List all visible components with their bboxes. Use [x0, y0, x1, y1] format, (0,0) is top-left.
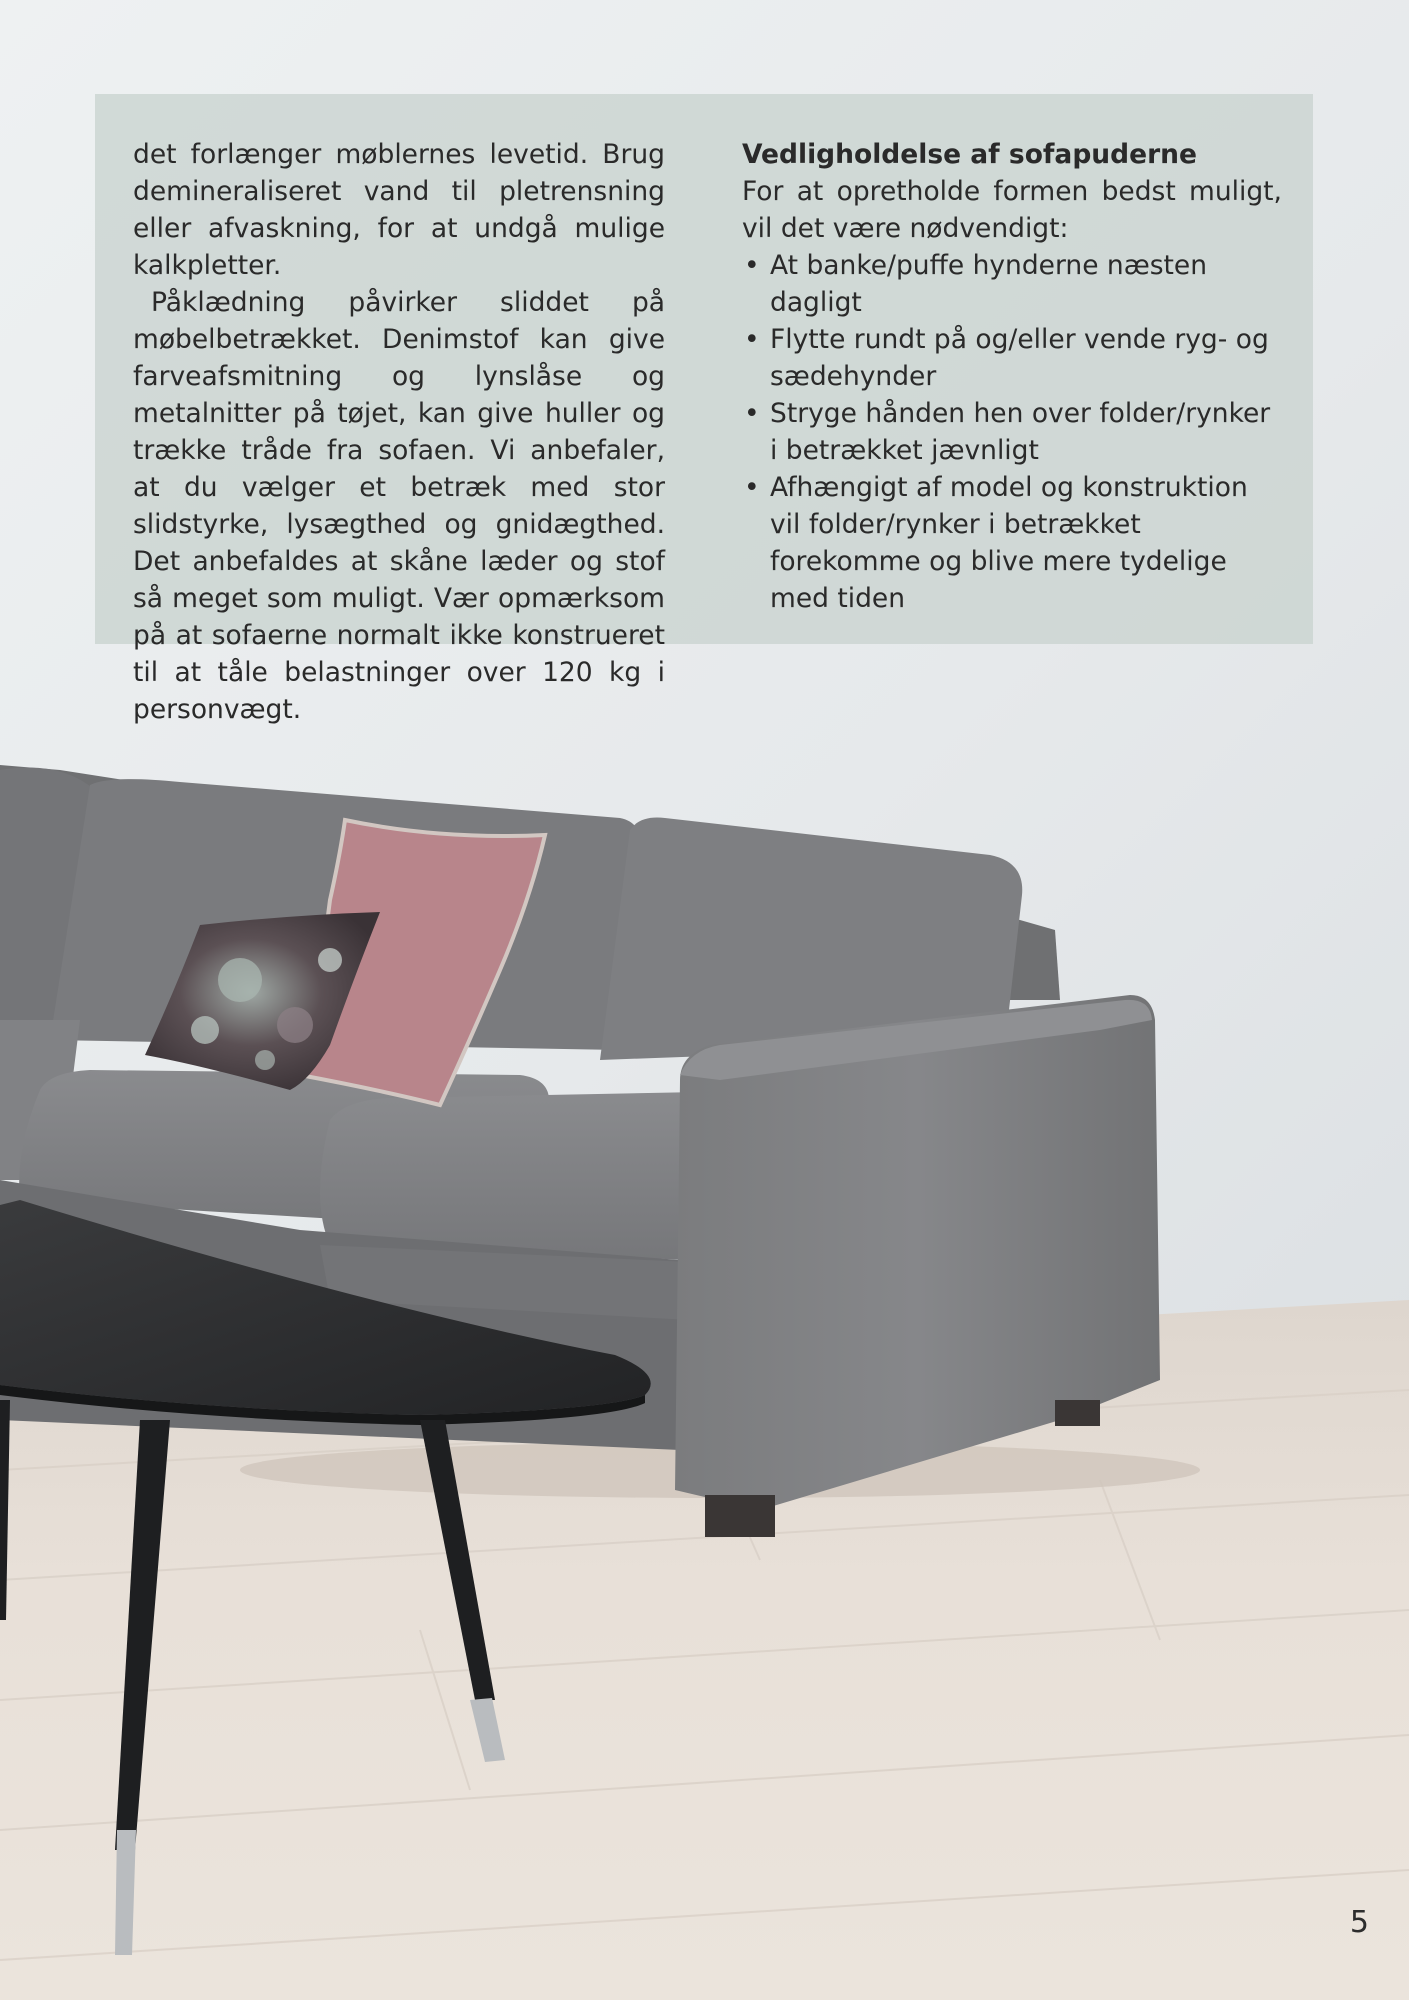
- bullet-icon: •: [744, 250, 760, 281]
- list-item-text: Stryge hånden hen over folder/rynker i betrækket jævnligt: [770, 398, 1271, 466]
- right-text-column: [742, 136, 1282, 617]
- bullet-icon: •: [744, 324, 760, 355]
- list-item: [742, 469, 1282, 617]
- left-text-column: [133, 136, 665, 728]
- list-item-text: Afhængigt af model og konstruktion vil folder/rynker i betrækket forekomme og blive mere tydelige med tiden: [770, 472, 1248, 614]
- bullet-icon: •: [744, 398, 760, 429]
- care-instructions-box: [95, 94, 1313, 725]
- sofa-foot-front: [705, 1495, 775, 1537]
- bullet-list: [742, 247, 1282, 617]
- paragraph-water: det forlænger møblernes levetid. Brug demineraliseret vand til pletrensning eller afvaskning, for at undgå mulige kalkpletter.: [133, 139, 665, 281]
- page-number: 5: [1349, 1905, 1369, 1940]
- section-intro: For at opretholde formen bedst muligt, vil det være nødvendigt:: [742, 176, 1282, 244]
- list-item-text: At banke/puffe hynderne næsten dagligt: [770, 250, 1208, 318]
- list-item-text: Flytte rundt på og/eller vende ryg- og sædehynder: [770, 324, 1269, 392]
- list-item: [742, 321, 1282, 395]
- bullet-icon: •: [744, 472, 760, 503]
- section-heading: Vedligholdelse af sofapuderne: [742, 139, 1198, 170]
- sofa-foot-back: [1055, 1400, 1100, 1426]
- list-item: [742, 247, 1282, 321]
- sofa-seat-right: [320, 1092, 700, 1260]
- paragraph-clothing-wear: Påklædning påvirker sliddet på møbelbetrækket. Denimstof kan give farveafsmitning og lynslåse og metalnitter på tøjet, kan give huller og trække tråde fra sofaen. Vi anbefaler, at du vælger et betræk med stor slidstyrke, lysægthed og gnidægthed. Det anbefaldes at skåne læder og stof så meget som muligt. Vær opmærksom på at sofaerne normalt ikke konstrueret til at tåle belastninger over 120 kg i personvægt.: [133, 287, 665, 725]
- list-item: [742, 395, 1282, 469]
